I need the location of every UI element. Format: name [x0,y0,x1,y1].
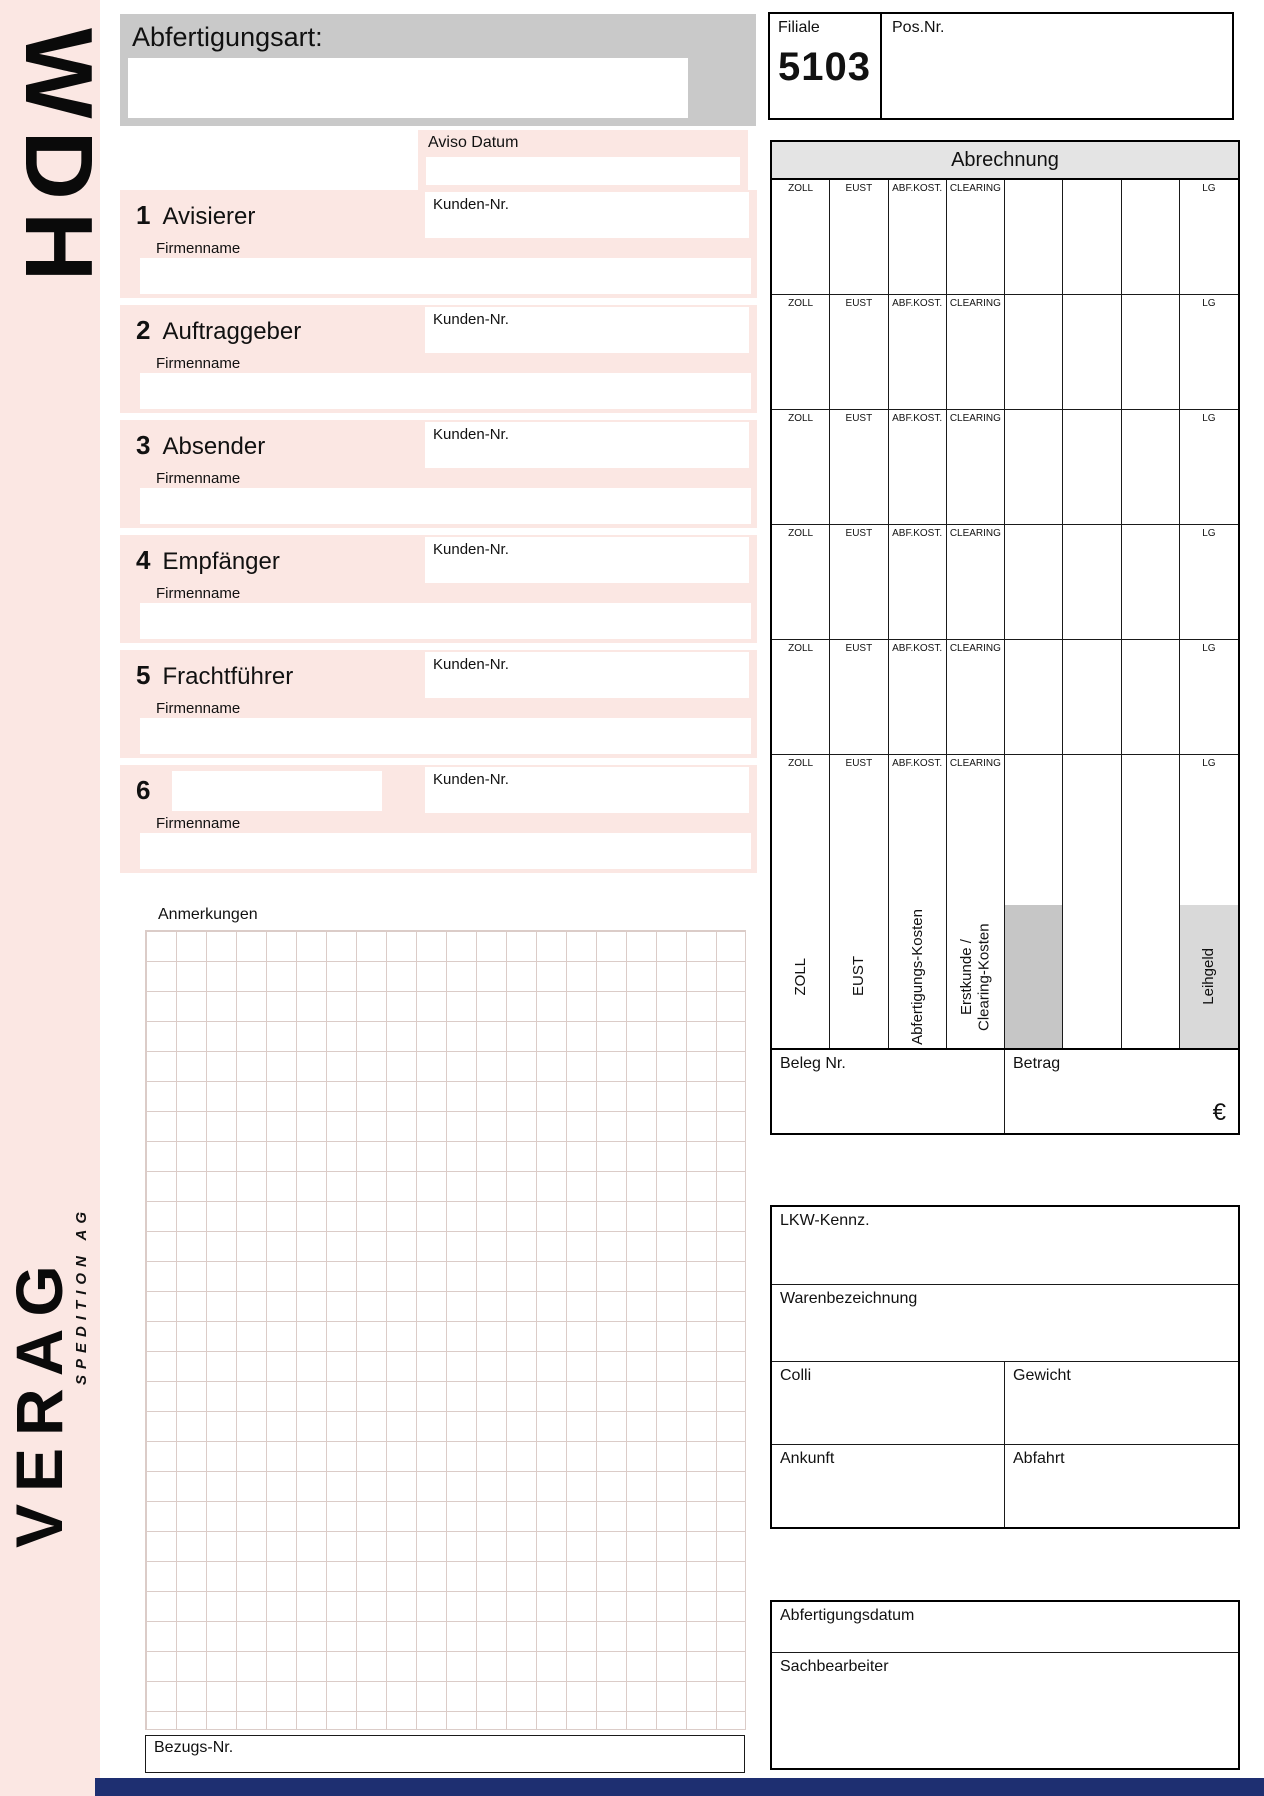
warenbezeichnung-field[interactable] [772,1285,1238,1362]
party-name: Empfänger [162,548,280,575]
cost-table-row [772,640,1238,755]
cost-cell-clearing[interactable] [947,755,1005,905]
kunden-nr-label: Kunden-Nr. [433,771,509,788]
cost-cell-header: ABF.KOST. [892,413,943,424]
party-name: Absender [162,433,266,460]
ankunft-field[interactable] [772,1445,1005,1527]
cost-cell-header: ABF.KOST. [892,528,943,539]
aviso-datum-field[interactable] [426,157,740,185]
party-title [136,200,255,231]
cost-cell-blank[interactable] [1005,180,1063,294]
cost-footer-blank [1063,905,1121,1048]
firmenname-field[interactable] [140,258,751,294]
cost-cell-header [1122,295,1179,298]
colli-label: Colli [780,1367,812,1384]
aviso-datum-label: Aviso Datum [428,134,519,151]
party-section-6 [120,765,757,873]
party-title [136,545,280,576]
cost-cell-header: ZOLL [788,758,814,769]
betrag-label: Betrag [1013,1055,1061,1072]
gewicht-field[interactable] [1005,1362,1238,1444]
cost-cell-clearing[interactable] [947,180,1005,294]
cost-cell-blank[interactable] [1122,295,1180,409]
bezugs-nr-label: Bezugs-Nr. [154,1739,234,1756]
cost-cell-lg[interactable] [1180,640,1238,754]
cost-cell-header: ABF.KOST. [892,643,943,654]
cost-cell-blank[interactable] [1063,180,1121,294]
party-title [136,430,265,461]
kunden-nr-field[interactable] [425,422,749,468]
cost-cell-header: CLEARING [949,183,1001,194]
betrag-field[interactable] [1005,1050,1238,1133]
cost-table-row [772,180,1238,295]
party-name: Frachtführer [162,663,294,690]
cost-cell-header: ABF.KOST. [892,183,943,194]
kunden-nr-label: Kunden-Nr. [433,541,509,558]
ankunft-label: Ankunft [780,1450,835,1467]
cost-cell-header: ZOLL [788,528,814,539]
cost-cell-lg[interactable] [1180,295,1238,409]
party-number: 3 [136,430,151,460]
beleg-betrag-row [770,1050,1240,1135]
party-title [136,775,162,806]
gewicht-label: Gewicht [1013,1367,1071,1384]
firmenname-label: Firmenname [156,240,241,257]
cost-cell-blank[interactable] [1005,410,1063,524]
verag-logo [2,1196,98,1548]
cost-cell-lg[interactable] [1180,410,1238,524]
party-section-auftraggeber [120,305,757,413]
cost-cell-header [1122,180,1179,183]
cost-cell-blank[interactable] [1122,755,1180,905]
cost-table-row [772,410,1238,525]
filiale-posnr-box [768,12,1234,120]
cost-cell-header: ZOLL [788,298,814,309]
party-section-empfaenger [120,535,757,643]
cost-cell-header: ZOLL [788,183,814,194]
cost-cell-header [1122,755,1179,758]
cost-cell-abfkost[interactable] [889,180,947,294]
party-number: 5 [136,660,151,690]
cost-table-row [772,755,1238,905]
sachbearbeiter-field[interactable] [772,1653,1238,1768]
cost-cell-header: CLEARING [949,298,1001,309]
cost-table-row [772,295,1238,410]
cost-footer-label: Abfertigungs-Kosten [908,908,926,1045]
lkw-kennz-field[interactable] [772,1207,1238,1285]
kunden-nr-label: Kunden-Nr. [433,196,509,213]
cost-cell-zoll[interactable] [772,295,830,409]
cost-cell-clearing[interactable] [947,525,1005,639]
kunden-nr-field[interactable] [425,307,749,353]
cost-cell-clearing[interactable] [947,410,1005,524]
party-number: 2 [136,315,151,345]
cost-cell-header: LG [1202,298,1216,309]
firmenname-field[interactable] [140,603,751,639]
cost-footer-leihgeld [1180,905,1238,1048]
cost-cell-header: ZOLL [788,643,814,654]
cost-cell-header: ZOLL [788,413,814,424]
cost-cell-eust[interactable] [830,295,888,409]
cost-cell-zoll[interactable] [772,180,830,294]
cost-cell-blank[interactable] [1122,410,1180,524]
filiale-label: Filiale [778,19,820,36]
cost-cell-header: ABF.KOST. [892,298,943,309]
cost-cell-header: CLEARING [949,758,1001,769]
cost-cell-blank[interactable] [1005,295,1063,409]
processing-box [770,1600,1240,1770]
party-number: 1 [136,200,151,230]
euro-sign: € [1212,1099,1226,1126]
cost-cell-eust[interactable] [830,755,888,905]
cost-cell-blank[interactable] [1005,640,1063,754]
kunden-nr-field[interactable] [425,537,749,583]
beleg-nr-label: Beleg Nr. [780,1055,846,1072]
abfertigungsart-field[interactable] [128,58,688,118]
firmenname-field[interactable] [140,373,751,409]
cost-cell-header [1063,755,1120,758]
cost-cell-eust[interactable] [830,640,888,754]
bottom-blue-bar [95,1778,1264,1796]
cost-cell-header [1063,525,1120,528]
cost-cell-header [1063,640,1120,643]
filiale-value: 5103 [778,45,871,89]
cost-footer-blank [1005,905,1063,1048]
cost-cell-header [1005,180,1062,183]
cost-cell-header [1063,295,1120,298]
cost-cell-blank[interactable] [1063,295,1121,409]
cost-cell-header: LG [1202,758,1216,769]
bezugs-nr-field[interactable] [145,1735,745,1773]
filiale-cell [770,14,882,118]
cost-cell-eust[interactable] [830,410,888,524]
cost-cell-zoll[interactable] [772,755,830,905]
cost-cell-header: LG [1202,183,1216,194]
party-section-frachtfuehrer [120,650,757,758]
cost-cell-zoll[interactable] [772,640,830,754]
abfahrt-field[interactable] [1005,1445,1238,1527]
cost-footer-label: Leihgeld [1200,948,1218,1005]
cost-cell-header: LG [1202,413,1216,424]
spedition-ag-text: SPEDITION AG [72,1206,90,1385]
abrechnung-header: Abrechnung [770,140,1240,180]
cost-cell-header: EUST [845,413,873,424]
verag-logo-text: VERAG [2,1253,76,1548]
cost-cell-blank[interactable] [1005,755,1063,905]
cost-cell-header: EUST [845,643,873,654]
cost-cell-blank[interactable] [1005,525,1063,639]
kunden-nr-label: Kunden-Nr. [433,311,509,328]
cost-cell-header: LG [1202,528,1216,539]
anmerkungen-label: Anmerkungen [158,906,258,923]
wdh-vertical-logo: WDH [5,28,112,294]
cost-cell-abfkost[interactable] [889,410,947,524]
anmerkungen-grid-area[interactable] [145,930,746,1730]
party-title [136,660,293,691]
cost-footer-label: EUST [850,956,868,997]
party-number: 6 [136,775,151,805]
party-section-absender [120,420,757,528]
cost-cell-lg[interactable] [1180,525,1238,639]
party-section-avisierer [120,190,757,298]
colli-gewicht-row [772,1362,1238,1445]
cost-footer [770,905,1240,1050]
cost-cell-header [1005,640,1062,643]
warenbezeichnung-label: Warenbezeichnung [780,1290,918,1307]
cost-cell-header: ABF.KOST. [892,758,943,769]
abfahrt-label: Abfahrt [1013,1450,1065,1467]
cost-cell-blank[interactable] [1063,755,1121,905]
cost-cell-header: EUST [845,183,873,194]
abfertigungsdatum-field[interactable] [772,1602,1238,1653]
cost-cell-blank[interactable] [1063,525,1121,639]
cost-cell-header [1063,180,1120,183]
kunden-nr-field[interactable] [425,767,749,813]
posnr-label: Pos.Nr. [892,19,945,36]
cost-cell-blank[interactable] [1122,525,1180,639]
cost-cell-eust[interactable] [830,525,888,639]
firmenname-label: Firmenname [156,355,241,372]
firmenname-label: Firmenname [156,700,241,717]
cost-cell-header [1063,410,1120,413]
cost-cell-header: LG [1202,643,1216,654]
beleg-nr-field[interactable] [772,1050,1005,1133]
abfertigungsart-box [120,14,756,126]
cost-cell-eust[interactable] [830,180,888,294]
cost-cell-header [1122,640,1179,643]
shipment-box [770,1205,1240,1529]
lkw-kennz-label: LKW-Kennz. [780,1212,870,1229]
kunden-nr-label: Kunden-Nr. [433,426,509,443]
cost-cell-header: CLEARING [949,413,1001,424]
sachbearbeiter-label: Sachbearbeiter [780,1658,889,1675]
cost-cell-header [1122,410,1179,413]
cost-footer-blank [1122,905,1180,1048]
party-name: Auftraggeber [162,318,302,345]
cost-footer-erstkunde-clearing-kosten [947,905,1005,1048]
abfertigungsdatum-label: Abfertigungsdatum [780,1607,915,1624]
party-title [136,315,301,346]
colli-field[interactable] [772,1362,1005,1444]
kunden-nr-field[interactable] [425,652,749,698]
aviso-datum-box [418,130,748,190]
cost-cell-clearing[interactable] [947,295,1005,409]
party-name: Avisierer [162,203,256,230]
cost-footer-label: Erstkunde / Clearing-Kosten [958,922,993,1031]
cost-cell-header: CLEARING [949,528,1001,539]
cost-cell-header [1005,410,1062,413]
firmenname-field[interactable] [140,488,751,524]
firmenname-label: Firmenname [156,585,241,602]
firmenname-label: Firmenname [156,815,241,832]
cost-cell-header: EUST [845,528,873,539]
cost-cell-abfkost[interactable] [889,525,947,639]
cost-cell-header: CLEARING [949,643,1001,654]
cost-footer-zoll [772,905,830,1048]
cost-cell-abfkost[interactable] [889,640,947,754]
kunden-nr-field[interactable] [425,192,749,238]
cost-cell-header [1005,525,1062,528]
firmenname-field[interactable] [140,718,751,754]
cost-cell-zoll[interactable] [772,525,830,639]
party-type-field[interactable] [172,771,382,811]
cost-cell-clearing[interactable] [947,640,1005,754]
cost-table [770,180,1240,907]
cost-cell-lg[interactable] [1180,755,1238,905]
cost-cell-header: EUST [845,758,873,769]
cost-cell-header [1122,525,1179,528]
cost-footer-abfertigungs-kosten [889,905,947,1048]
firmenname-label: Firmenname [156,470,241,487]
cost-table-row [772,525,1238,640]
cost-cell-blank[interactable] [1063,640,1121,754]
cost-cell-abfkost[interactable] [889,755,947,905]
abfertigungsart-label: Abfertigungsart: [132,22,323,52]
cost-cell-blank[interactable] [1063,410,1121,524]
cost-cell-blank[interactable] [1122,180,1180,294]
cost-cell-header [1005,295,1062,298]
cost-cell-zoll[interactable] [772,410,830,524]
cost-cell-lg[interactable] [1180,180,1238,294]
firmenname-field[interactable] [140,833,751,869]
kunden-nr-label: Kunden-Nr. [433,656,509,673]
cost-cell-header: EUST [845,298,873,309]
ankunft-abfahrt-row [772,1445,1238,1527]
cost-cell-header [1005,755,1062,758]
cost-cell-blank[interactable] [1122,640,1180,754]
posnr-field[interactable] [882,14,1232,118]
cost-cell-abfkost[interactable] [889,295,947,409]
party-number: 4 [136,545,151,575]
cost-footer-label: ZOLL [792,957,809,996]
cost-footer-eust [830,905,888,1048]
